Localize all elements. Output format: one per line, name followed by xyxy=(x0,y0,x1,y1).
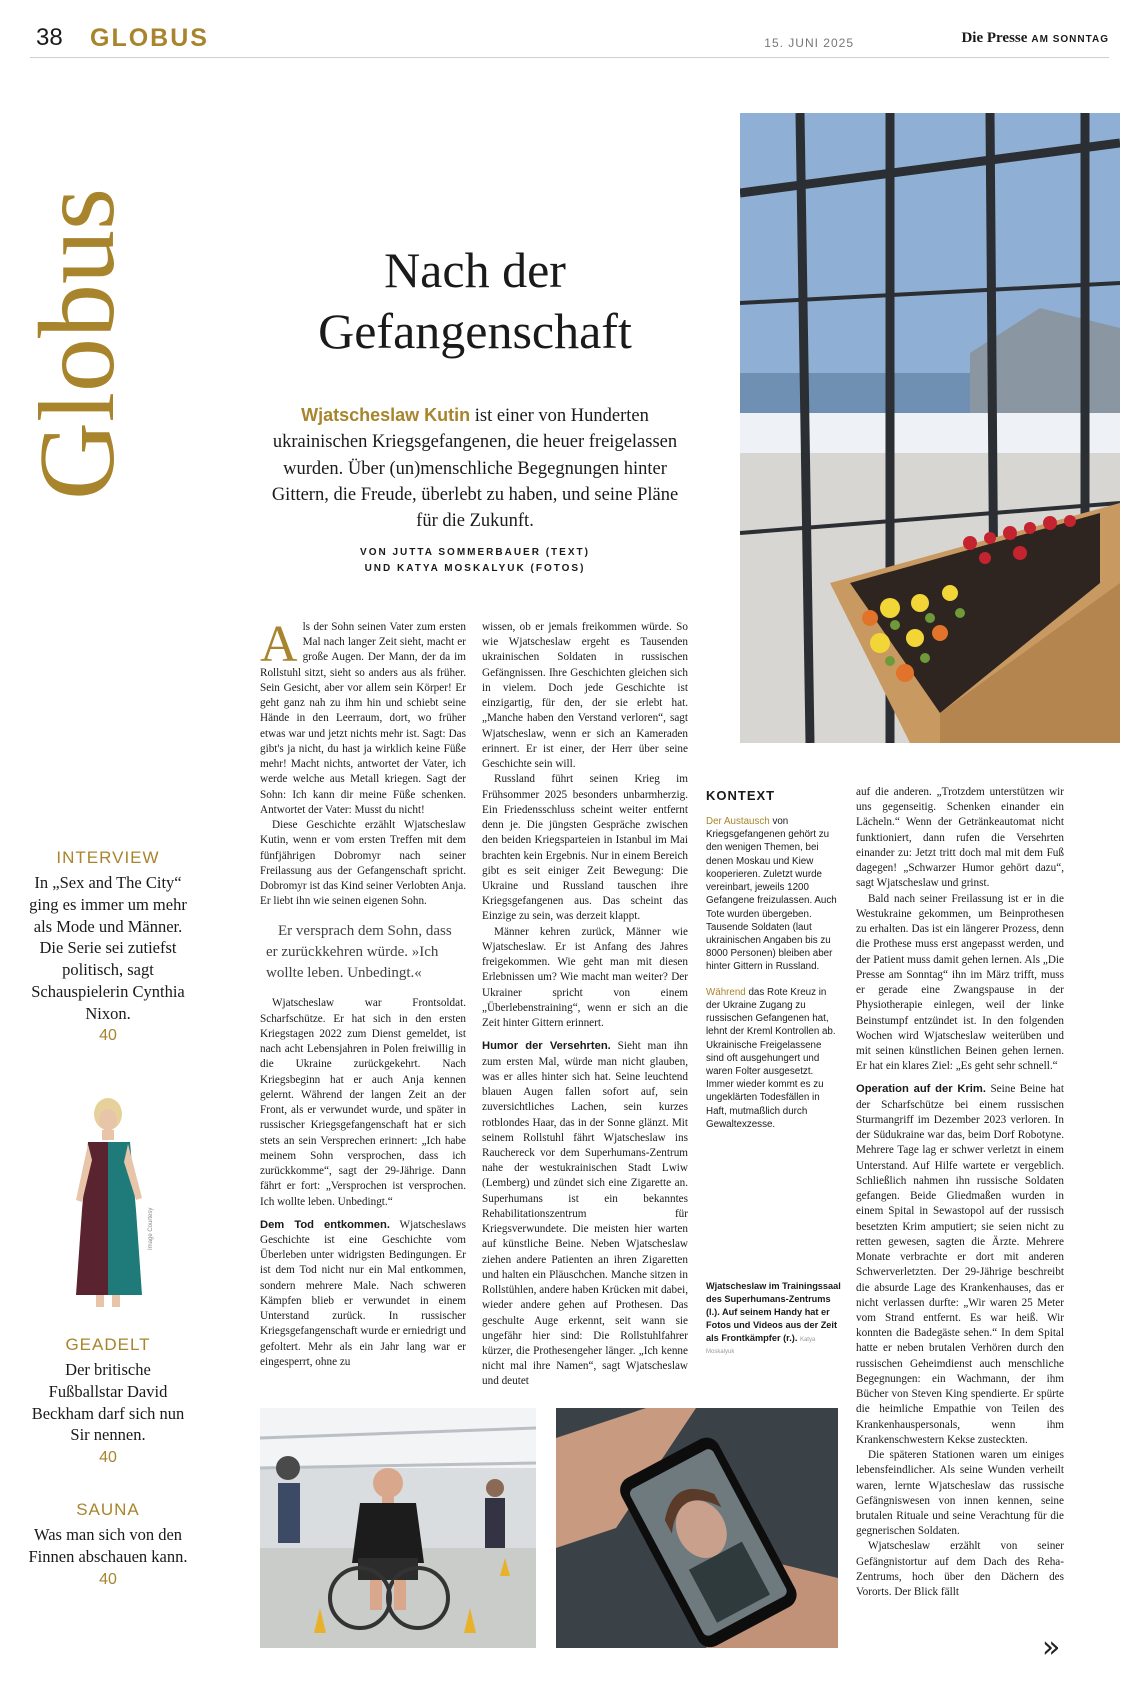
teaser-page: 40 xyxy=(99,1449,117,1467)
paragraph: Wjatscheslaw erzählt von seiner Gefängnistortur auf dem Dach des Reha-Zentrums, hoch über den Dächern des Vororts. Der Blick fällt xyxy=(856,1540,1064,1599)
byline xyxy=(260,545,690,577)
paragraph-text: Sieht man ihn zum ersten Mal, würde man nicht glauben, was er alles hinter sich hat. Seine leuchtend blauen Augen fallen sofort auf, sein zuversichtliches Lachen, sein kurzes rotblondes Haar, das in der Sonne glänzt. Mit seinem Rollstuhl fährt Wjatscheslaw ins Rauchereck vor dem Superhumans-Zentrum nahe der westukrainischen Stadt Lwiw (Lemberg) und zündet sich eine Zigarette an. Superhumans ist ein bekanntes Rehabilitationszentrum für Kriegsverwundete. Die meisten hier warten auf künstliche Beine. Neben Wjatscheslaw ziehen andere Patienten an ihren Zigaretten und halten ein Pläuschchen. Manche sitzen in Rollstühlen, andere haben Krücken mit dabei, wieder andere gehen auf Prothesen. Das geschulte Auge erkennt, seit wann sie ungefähr hier sind: Die Rollstuhlfahrer kürzer, die Prothesengeher länger. „Ich kenne nicht mal ihre Namen“, sagt Wjatscheslaw und deutet xyxy=(482,1040,688,1388)
paragraph-subhead xyxy=(856,1082,1064,1448)
context-text: von Kriegsgefangenen gehört zu den wenigen Themen, bei denen Moskau und Kiew kooperieren. Zuletzt wurde vereinbart, jeweils 1200 Gefangene freizulassen. Auch Tote wurden übergeben. Tausende Soldaten (laut ukrainischen Angaben bis zu 8000 Personen) bleiben aber hinter Gittern in Russland. xyxy=(706,816,837,973)
context-lead: Der Austausch xyxy=(706,816,770,827)
subheading: Dem Tod entkommen. xyxy=(260,1218,390,1231)
paragraph: Männer kehren zurück, Männer wie Wjatscheslaw. Er ist Anfang des Jahres freigekommen. Wie geht man mit diesen Erlebnissen um? Wie macht man weiter? Der Ukrainer spricht von einem „Überlebenstraining“, wenn er sich an die Zeit hinter Gittern erinnert. xyxy=(482,925,688,1030)
byline-photographer: UND KATYA MOSKALYUK (FOTOS) xyxy=(364,563,586,574)
teaser-label: INTERVIEW xyxy=(56,848,160,867)
paragraph-text: Wjatscheslaws Geschichte ist eine Geschichte vom Überleben unter widrigsten Bedingungen. Er ist dem Tod nicht nur ein Mal entkommen, sondern mehrere Male. Nach schweren Kämpfen blieb er verwundet in einem Unterstand zurück. In russischer Kriegsgefangenschaft wurde er erniedrigt und gefoltert. Mehr als ein Jahr lang war er eingesperrt, ohne zu xyxy=(260,1218,467,1368)
paragraph: Die späteren Stationen waren um einiges lebensfeindlicher. Als seine Wunden verheilt waren, lernte Wjatscheslaw das russische Gefängniswesen von innen kennen, seine brutalen Rituale und seine Verachtung für die gegnerischen Soldaten. xyxy=(856,1449,1064,1538)
teaser-sauna[interactable] xyxy=(28,1500,188,1589)
teaser-interview[interactable] xyxy=(28,848,188,1045)
article-standfirst xyxy=(260,403,690,534)
article-column-2 xyxy=(482,620,688,1390)
paragraph: Bald nach seiner Freilassung ist er in die Westukraine gekommen, um Beinprothesen zu erhalten. Das ist ein längerer Prozess, denn die Prothese muss erst angepasst werden, und der Patient muss damit gehen lernen. Als „Die Presse am Sonntag“ ihn im März trifft, muss er gerade eine Zwangspause in der Physiotherapie einlegen, weil der linke Beinstumpf entzündet ist. In den folgenden Wochen wird Wjatscheslaw weiterüben und mit seinen künstlichen Beinen gehen lernen. Er hat ein klares Ziel: „Es geht sehr schnell.“ xyxy=(856,892,1064,1073)
teaser-text: Der britische Fußballstar David Beckham darf sich nun Sir nennen. xyxy=(31,1360,185,1445)
cynthia-nixon-photo xyxy=(52,1090,164,1312)
article-column-1 xyxy=(260,616,467,1370)
byline-author: VON JUTTA SOMMERBAUER (TEXT) xyxy=(360,547,590,558)
teaser-text: Was man sich von den Finnen abschauen kann. xyxy=(28,1525,188,1566)
brand-suffix: AM SONNTAG xyxy=(1031,34,1109,45)
teaser-page: 40 xyxy=(99,1570,117,1588)
brand-name: Die Presse xyxy=(961,30,1028,46)
subheading: Humor der Versehrten. xyxy=(482,1040,611,1053)
pull-quote: Er versprach dem Sohn, dass er zurückkehren würde. »Ich wollte leben. Unbedingt.« xyxy=(266,923,452,982)
paragraph: auf die anderen. „Trotzdem unterstützen wir uns gegenseitig. Schenken einander ein Lächeln.“ Wenn der Getränkeautomat nicht funktioniert, dann rufen die Versehrten einander zu: Jetzt tritt doch mal mit dem Fuß dagegen! „Schwarzer Humor gehört dazu“, sagt Wjatscheslaw und grinst. xyxy=(856,786,1064,890)
paragraph-subhead xyxy=(260,1218,466,1370)
teaser-label: SAUNA xyxy=(76,1500,140,1519)
paragraph: Wjatscheslaw war Frontsoldat. Scharfschütze. Er hat sich in den ersten Kriegstagen 2022 zum Dienst gemeldet, ist nach acht Lebensjahren in Polen freiwillig in die Ukraine zurückgekehrt. Nach Kriegsbeginn hat er auch Anja kennen gelernt. Während der langen Zeit an der Front, als er verwundet wurde, und später in russischer Kriegsgefangenschaft hat er sich stets an sein Versprechen erinnert: „Ich habe meinem Sohn versprochen, dass ich zurückkomme“, sagt der 29-Jährige. Dann fährt er fort: „Versprochen ist versprochen. Ich wollte leben. Unbedingt.“ xyxy=(260,997,466,1208)
article-column-4 xyxy=(856,785,1064,1600)
teaser-label: GEADELT xyxy=(65,1335,151,1354)
article-headline: Nach der Gefangenschaft xyxy=(318,242,632,359)
phone-photo xyxy=(556,1408,838,1648)
photo-credit: Image Courtesy xyxy=(148,1207,154,1250)
standfirst-name: Wjatscheslaw Kutin xyxy=(301,405,471,425)
paragraph-text: ls der Sohn seinen Vater zum ersten Mal nach langer Zeit sieht, macht er große Augen. Der Mann, der da im Rollstuhl sitzt, sieht so anders aus als früher. Sein Gesicht, aber vor allem sein Körper! Er geht ganz nah zu ihm hin und schiebt seine Hände in den Leerraum, dort, wo früher etwas war und jetzt nichts mehr ist. Sagt: Das gibt's ja nicht, du hast ja wirklich keine Füße mehr! Macht nichts, antwortet der Vater, ich werde welche aus Metall kriegen. Sagt der Sohn: Ich kann dir meine Füße schenken. Antwortet der Vater: Musst du nicht! xyxy=(260,621,466,816)
section-name: GLOBUS xyxy=(90,24,209,52)
paragraph-text: Seine Beine hat der Scharfschütze bei einem russischen Sturmangriff im Dezember 2023 verloren. In der Südukraine war das, beim Dorf Robotyne. Mehrere Tage lag er schwer verletzt in einem Unterstand. Auf Hilfe wartete er vergeblich. Schließlich nahmen ihn russische Soldaten gefangen. Beide Gliedmaßen wurden in einem Spital in Sewastopol auf der russisch besetzten Krim amputiert; sie seien nicht zu retten gewesen, sagten die Ärzte. Mehrere Monate verbrachte er dort mit anderen Schwerverletzten. Der 29-Jährige beschreibt die absurde Lage des Krankenhauses, das er nicht verlassen durfte: „Wir waren 25 Meter vom Strand entfernt. Es war heiß. Wir konnten die Badegäste sehen.“ In dem Spital hatte er neben brutalen Verhören durch den russischen Geheimdienst auch menschliche Begegnungen: ein Wachmann, der ihm Bücher von Steven King spendierte. Er spürte die heimliche Empathie von Teilen des Krankenhauspersonals, wenn ihm Krankenschwestern Kekse zusteckten. xyxy=(856,1083,1064,1446)
continue-arrow-icon: » xyxy=(1042,1630,1061,1665)
subheading: Operation auf der Krim. xyxy=(856,1083,986,1096)
paragraph: Diese Geschichte erzählt Wjatscheslaw Kutin, wenn er vom ersten Treffen mit dem fünfjährigen Dobromyr nach seiner Freilassung aus der Gefangenschaft spricht. Dobromyr ist das Kind seiner Verlobten Anja. Er liebt ihn wie seinen eigenen Sohn. xyxy=(260,819,466,908)
teaser-page: 40 xyxy=(99,1027,117,1045)
dropcap: A xyxy=(260,616,298,673)
context-heading: KONTEXT xyxy=(706,788,776,803)
paragraph-subhead xyxy=(482,1039,688,1389)
paragraph: Russland führt seinen Krieg im Frühsommer 2025 besonders unbarmherzig. Ein Friedensschluss scheint weiter entfernt denn je. Die jüngsten Gespräche zwischen den beiden Kriegsparteien in Istanbul im Mai brachten kein Ergebnis. Nur in einem Bereich gibt es seit einiger Zeit Bewegung: Die Ukraine und Russland tauschen ihre Kriegsgefangenen aus. Das scheint das Einzige zu sein, was derzeit klappt. xyxy=(482,773,688,923)
caption-text: Wjatscheslaw im Trainingssaal des Superhumans-Zentrums (l.). Auf seinem Handy hat er Fotos und Videos aus der Zeit als Frontkämpfer (r.). xyxy=(706,1281,841,1343)
standfirst-text: ist einer von Hunderten ukrainischen Kriegsgefangenen, die heuer freigelassen wurden. Über (un)menschliche Begegnungen hinter Gittern, die Freude, überlebt zu haben, und seine Pläne für die Zukunft. xyxy=(271,406,679,532)
teaser-text: In „Sex and The City“ ging es immer um mehr als Mode und Männer. Die Serie sei zutiefst politisch, sagt Schauspielerin Cynthia Nixon. xyxy=(29,873,187,1023)
greenhouse-photo xyxy=(740,113,1120,743)
issue-date: 15. JUNI 2025 xyxy=(764,36,854,50)
paragraph-lead xyxy=(260,616,466,818)
context-paragraph xyxy=(706,815,841,974)
rehab-gym-photo xyxy=(260,1408,536,1648)
caption-credit: Katya Moskalyuk xyxy=(706,1336,816,1356)
page-number: 38 xyxy=(36,24,63,51)
paragraph: wissen, ob er jemals freikommen würde. So wie Wjatscheslaw ergeht es Tausenden ukrainischen Soldaten in russischen Gefängnissen. Ihre Geschichten gleichen sich in vielem. Doch jede Geschichte ist einzigartig, für den, der sie erlebt hat. „Manche haben den Verstand verloren“, sagt Wjatscheslaw, wenn er sich an Kameraden erinnert. Er ist einer, der Herr über seine Geschichte sein will. xyxy=(482,621,688,771)
teaser-geadelt[interactable] xyxy=(28,1335,188,1467)
context-paragraph xyxy=(706,986,841,1131)
newspaper-brand xyxy=(961,30,1109,47)
photo-caption xyxy=(706,1280,841,1357)
page-header xyxy=(30,18,1109,58)
context-lead: Während xyxy=(706,986,746,998)
section-title-vertical: Globus xyxy=(18,187,137,500)
context-text: das Rote Kreuz in der Ukraine Zugang zu russischen Gefangenen hat, lehnt der Kreml Kontrollen ab. Ukrainische Freigelassene sind oft ausgehungert und waren Folter ausgesetzt. Immer wieder kommt es zu ungeklärten Todesfällen in Haft, mutmaßlich durch Gewaltexzesse. xyxy=(706,986,836,1130)
context-box xyxy=(706,788,841,1143)
